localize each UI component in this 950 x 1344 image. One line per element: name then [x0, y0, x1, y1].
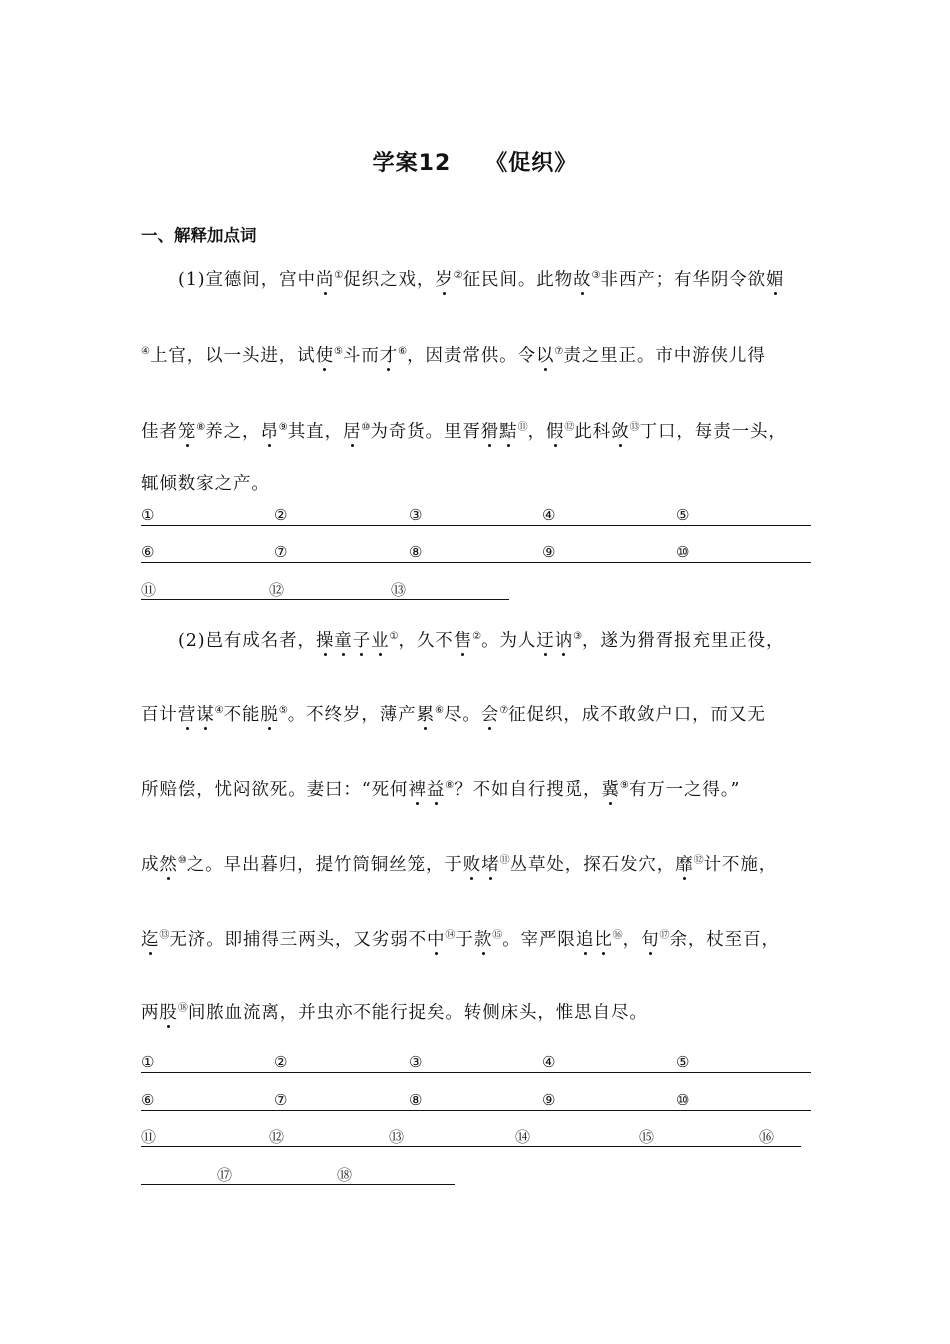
answer-blank[interactable]: ③ [409, 1053, 423, 1071]
text-run: (1)宣德间，宫中 [178, 270, 316, 290]
dotted-keyword: 股 [159, 1003, 178, 1023]
text-run: ？不如自行搜觅， [454, 780, 602, 800]
text-run: (2)邑有成名者， [178, 631, 316, 651]
answer-blank[interactable]: ⑩ [676, 1091, 690, 1109]
text-run: 为奇货。里胥 [370, 422, 481, 442]
footnote-marker: ⑥ [398, 346, 408, 357]
dotted-keyword: 尚 [315, 270, 335, 290]
footnote-marker: ① [334, 270, 344, 281]
p1-line-2 [141, 342, 821, 367]
answer-blank[interactable]: ⑬ [389, 1127, 515, 1147]
text-run: 其直， [287, 422, 343, 442]
text-run: 斗而 [342, 346, 380, 366]
footnote-marker: ⑱ [177, 1003, 188, 1014]
title-book: 《促织》 [485, 151, 578, 176]
text-run: 丁口，每责一头， [639, 422, 787, 442]
footnote-marker: ⑮ [492, 930, 503, 941]
dotted-keyword: 操童子业 [315, 631, 390, 651]
text-run: 责之里正。市中游侠儿得 [563, 346, 766, 366]
footnote-marker: ⑬ [159, 930, 170, 941]
text-run: 养之， [205, 422, 261, 442]
footnote-marker: ⑬ [629, 422, 640, 433]
text-run: 成 [141, 855, 160, 875]
dotted-keyword: 会 [480, 705, 500, 725]
dotted-keyword: 以 [535, 346, 555, 366]
text-run: ，久不 [398, 631, 454, 651]
text-run: ， [527, 422, 546, 442]
footnote-marker: ⑭ [445, 930, 456, 941]
dotted-keyword: 售 [453, 631, 473, 651]
p1-line-1 [178, 266, 858, 291]
text-run: 于 [455, 930, 474, 950]
text-run: 。不终岁，薄产 [287, 705, 417, 725]
footnote-marker: ⑰ [659, 930, 670, 941]
text-run: ， [622, 930, 642, 950]
answer-blank[interactable]: ⑯ [759, 1127, 801, 1147]
p2-line-1 [178, 627, 858, 652]
dotted-keyword: 故 [573, 270, 592, 290]
dotted-keyword: 迂讷 [536, 631, 574, 651]
answer-blank[interactable]: ⑧ [409, 543, 423, 561]
answer-blank[interactable]: ⑧ [409, 1091, 423, 1109]
text-run: ，因责常供。令 [407, 346, 536, 366]
footnote-marker: ③ [573, 631, 583, 642]
answer-row[interactable] [141, 1090, 811, 1111]
p2-line-5 [141, 926, 821, 951]
text-run: 百计 [141, 705, 178, 725]
dotted-keyword: 才 [379, 346, 399, 366]
answer-blank[interactable]: ② [274, 1053, 288, 1071]
answer-blank[interactable]: ② [274, 506, 288, 524]
dotted-keyword: 旬 [641, 930, 660, 950]
footnote-marker: ⑧ [445, 780, 455, 791]
text-run: 所赔偿，忧闷欲死。妻曰：“死何 [141, 780, 409, 800]
footnote-marker: ③ [591, 270, 601, 281]
answer-blank[interactable]: ⑪ [141, 1127, 269, 1147]
text-run: 不能 [223, 705, 261, 725]
dotted-keyword: 假 [545, 422, 565, 442]
answer-blank[interactable]: ⑱ [337, 1165, 455, 1185]
dotted-keyword: 败堵 [462, 855, 500, 875]
text-run: 丛草处，探石发穴， [509, 855, 676, 875]
answer-blank[interactable]: ⑰ [217, 1165, 337, 1185]
answer-blank[interactable]: ⑨ [542, 1091, 556, 1109]
dotted-keyword: 冀 [601, 780, 620, 800]
p2-line-4 [141, 851, 821, 876]
title-main: 学案12 [372, 151, 452, 176]
footnote-marker: ⑨ [278, 422, 288, 433]
footnote-marker: ⑥ [435, 705, 444, 716]
footnote-marker: ⑩ [177, 855, 187, 866]
p2-line-3 [141, 776, 821, 801]
footnote-marker: ⑨ [619, 780, 629, 791]
dotted-keyword: 营谋 [177, 705, 215, 725]
answer-blank[interactable]: ⑥ [141, 543, 155, 561]
footnote-marker: ② [453, 270, 463, 281]
answer-blank[interactable]: ⑩ [676, 543, 690, 561]
footnote-marker: ⑤ [278, 705, 288, 716]
text-run: 上官，以一头进，试 [149, 346, 316, 366]
dotted-keyword: 迄 [141, 930, 160, 950]
footnote-marker: ⑦ [554, 346, 564, 357]
answer-blank[interactable]: ④ [542, 1053, 556, 1071]
answer-blank[interactable]: ⑤ [676, 1053, 690, 1071]
dotted-keyword: 敛 [611, 422, 630, 442]
text-run: 余，杖至百， [669, 930, 780, 950]
dotted-keyword: 昂 [260, 422, 279, 442]
answer-blank[interactable]: ⑪ [141, 580, 269, 600]
answer-blank[interactable]: ⑥ [141, 1091, 155, 1109]
answer-row[interactable] [141, 1165, 811, 1185]
dotted-keyword: 猾黠 [480, 422, 518, 442]
dotted-keyword: 追比 [575, 930, 613, 950]
dotted-keyword: 使 [315, 346, 334, 366]
footnote-marker: ① [389, 631, 399, 642]
answer-row[interactable] [141, 580, 811, 600]
p2-line-2 [141, 701, 821, 726]
section-heading: 一、解释加点词 [141, 226, 257, 245]
text-run: 此科 [574, 422, 612, 442]
text-run: 征促织，成不敢敛户口，而又无 [508, 705, 766, 725]
footnote-marker: ④ [214, 705, 224, 716]
answer-row[interactable] [141, 542, 811, 563]
text-run: 非西产；有华阴令欲 [600, 270, 767, 290]
dotted-keyword: 然 [159, 855, 178, 875]
answer-blank[interactable]: ⑤ [676, 506, 690, 524]
dotted-keyword: 笼 [177, 422, 197, 442]
text-run: 有万一之得。” [628, 780, 741, 800]
text-run: 征民间。此物 [462, 270, 574, 290]
answer-blank-continued[interactable] [141, 1165, 217, 1185]
text-run: 促织之戏， [343, 270, 436, 290]
text-run: 。宰严限 [502, 930, 576, 950]
dotted-keyword: 款 [473, 930, 493, 950]
answer-blank[interactable]: ③ [409, 506, 423, 524]
p1-line-4 [141, 470, 821, 495]
text-run: 。为人 [481, 631, 537, 651]
dotted-keyword: 裨益 [408, 780, 446, 800]
footnote-marker: ④ [141, 346, 150, 357]
answer-blank[interactable]: ⑭ [515, 1127, 639, 1147]
footnote-marker: ⑩ [361, 422, 371, 433]
page-title [0, 146, 950, 177]
answer-row[interactable] [141, 1127, 811, 1147]
footnote-marker: ⑯ [612, 930, 623, 941]
p2-line-6 [141, 999, 821, 1024]
dotted-keyword: 居 [342, 422, 362, 442]
text-run: 两 [141, 1003, 160, 1023]
answer-blank[interactable]: ⑮ [639, 1127, 759, 1147]
answer-blank[interactable]: ① [141, 1053, 155, 1071]
answer-blank[interactable]: ⑬ [391, 580, 509, 600]
text-run: 佳者 [141, 422, 178, 442]
text-run: 间脓血流离，并虫亦不能行捉矣。转侧床头，惟思自尽。 [187, 1003, 648, 1023]
answer-blank[interactable]: ① [141, 506, 155, 524]
p1-line-3 [141, 418, 821, 443]
dotted-keyword: 中 [427, 930, 446, 950]
answer-blank[interactable]: ⑨ [542, 543, 556, 561]
footnote-marker: ⑫ [564, 422, 575, 433]
footnote-marker: ⑪ [499, 855, 510, 866]
dotted-keyword: 累 [416, 705, 435, 725]
text-run: 计不施， [703, 855, 778, 875]
footnote-marker: ⑤ [333, 346, 343, 357]
text-run: ，遂为猾胥报充里正役， [582, 631, 785, 651]
footnote-marker: ⑦ [499, 705, 509, 716]
text-run: 无济。即捕得三两头，又劣弱不 [169, 930, 428, 950]
footnote-marker: ⑫ [693, 855, 704, 866]
text-run: 尽。 [443, 705, 481, 725]
text-run: 辄倾数家之产。 [141, 474, 270, 494]
answer-row[interactable] [141, 505, 811, 526]
answer-blank[interactable]: ⑫ [269, 580, 391, 600]
footnote-marker: ⑪ [517, 422, 528, 433]
dotted-keyword: 媚 [766, 270, 785, 290]
dotted-keyword: 靡 [675, 855, 694, 875]
footnote-marker: ⑧ [196, 422, 206, 433]
answer-blank[interactable]: ⑫ [269, 1127, 389, 1147]
answer-blank[interactable]: ⑦ [274, 1091, 288, 1109]
footnote-marker: ② [472, 631, 482, 642]
dotted-keyword: 脱 [260, 705, 279, 725]
text-run: 之。早出暮归，提竹筒铜丝笼，于 [186, 855, 463, 875]
answer-blank[interactable]: ④ [542, 506, 556, 524]
answer-row[interactable] [141, 1052, 811, 1073]
dotted-keyword: 岁 [435, 270, 454, 290]
answer-blank[interactable]: ⑦ [274, 543, 288, 561]
